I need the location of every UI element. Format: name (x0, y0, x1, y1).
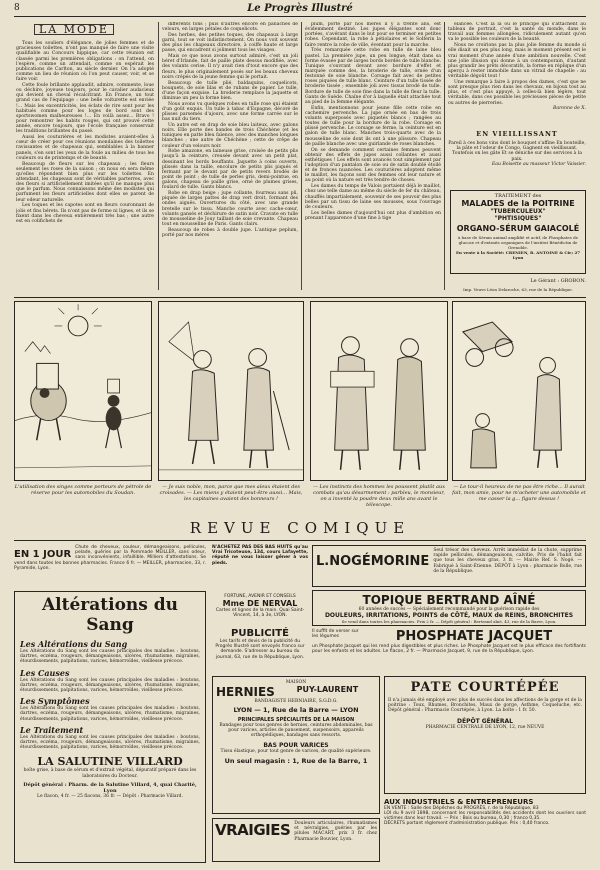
paragraph: Beaucoup de robes à double jupe. L'antique peplum, porté par nos mères (162, 227, 298, 238)
paper-title: Le Progrès Illustré (247, 3, 353, 14)
paragraph: plum, porté par nos mères il y a trente ans, est évidemment destiné. Les jupes élégantes sont donc portées, s'avérant dans le but pour se terminer en petites robes. Cependant, la robe à pétiolaires et le Solferin la faire rentre la robe de ville, éventant pour la marche. (305, 22, 441, 48)
poem-text: Pareil à ces bons vins dont le bouquet s'affine En bouteille, la pâte et l'odeur de Congo, Gagnent en vieillissant. Toutefois on les gâte Et se déniche sur des services à la paix. (448, 141, 586, 162)
ad-text: DÉCRETS portant règlement d'administration publique. Prix : 0,40 franco. (384, 821, 550, 827)
ad-line: "PHTISIQUES" (494, 215, 542, 222)
paragraph: Enfin, mentionnons pour jeune fille cette robe en cachemire pervenche. La jupe ornée en bas de trois volants superposés avec piquetés blancs ; rangées au toutes de tulle pour la bordure de la robe. Corsage en plissé pervenche. Le corsage se ferme, la ceinture est en galon de tulle blanc. Manches trois-quarts avec de la mousseline de soie dont ils ont à une plissure. Chapeau de paille blanche avec une guirlande de roses blanches. (305, 105, 441, 147)
ad-text: DÉPÔT GÉNÉRAL (457, 717, 513, 725)
ad-nogemorine (312, 545, 586, 587)
ad-title: MALADES de la POITRINE (461, 199, 575, 208)
ad-section: Les Altérations du Sang (20, 639, 128, 649)
paragraph: Nous ne croirions pas la plus jolie femme du monde si elle disait un peu plus long, mais le moment présent est le vrai moment d'une année d'une ambition nouvelle. C'est une jolie illusion qui donne à un contemporain, d'autant plus grandir les prêts décoratifs, la forme en réplique d'un aperçu à rester immobile dans un vitrail de chapelle : au véritable dégoût tout ! (448, 43, 586, 80)
imprimerie: Imp. Veuve Léon Delaroche, 63, rue de la République. (463, 287, 573, 292)
divider (14, 540, 586, 541)
ad-hernies-address: LYON — 1, Rue de la Barre — LYON (233, 706, 359, 714)
cartoon-panel-2 (158, 301, 304, 481)
ad-alterations-title: Altérations du Sang (41, 595, 179, 635)
ad-pate-courtepee (384, 676, 586, 794)
ad-hernies-name: PUY-LAURENT (296, 685, 359, 694)
ad-hernies-title: HERNIES (216, 685, 275, 699)
mode-heading: LA MODE (34, 24, 154, 35)
mode-signature: Baronne de X. (552, 106, 586, 112)
paragraph: différents tons ; puis d'autres encore en panaches de velours, en larges pétales de coquelicots. (162, 22, 298, 33)
ad-text: Il n'a jamais été employé avec plus de succès dans les affections de la gorge et de la poitrine : Toux, Rhumes, Bronchites, Maux de gorge, Asthme, Coqueluche, etc. Dépôt général : Pharmacie Courtépée, à Lyon. La boîte : 1 fr. 50. (388, 698, 582, 714)
cartoon-panel-3 (310, 301, 448, 481)
ad-text: Bandages pour tous genres de hernies, ceintures abdominales, bas pour varices, articles de pansement, suspensoirs, appareils orthopédiques, bandages sans ressorts. (219, 723, 373, 739)
ad-nerval (212, 594, 308, 624)
paragraph: Une remarque à faire à propos des dames, c'est que ne sont presque plus rien dans les chevaux, en bijoux tout au plus, et c'est plus appuyé, à celles-là bien légère, tout véritable, dans ces possible les précieuses pièces de petite ou autres de pierreries. (448, 79, 586, 106)
mode-column-2 (162, 22, 298, 292)
ad-vraigies (212, 818, 380, 862)
poem-signature: Eau Boisette au masseur Victor Vaissier. (491, 162, 586, 168)
ad-text: PRINCIPALES SPÉCIALITÉS DE LA MAISON (237, 717, 355, 723)
ad-text: Les Altérations du Sang sont les causes principales des maladies : boutons, dartres, eczéma, rougeurs, démangeaisons, ulcères, rhumatisme, migraines, étourdissements, palpitations, varices, hémorroïdes, vieillesse précoce. (20, 677, 200, 694)
ad-bas-text: N'ACHETEZ PAS DES BAS HUITS qu'au Vrai Tricoteuse, 134, cours Lafayette, réputé ne vous laisser gêner à vos pieds. (212, 545, 308, 566)
cartoon-caption-3: — Les instincts des hommes les poussent plutôt aux combats qu'au désarmement : parbleu, le monsieur, on a inventé la poudre deux mille ans avant le télescope. (312, 484, 446, 508)
cartoon-caption-4: — Le tour-il heureux de ne pas être riche... Il aurait fait, mon amie, pour ne m'acheter une automobile et me casser la g... figure dessus ! (452, 484, 586, 502)
ad-text: boîte grise, à base de sérum et d'extrait végétal, dépuratif préparé dans les laboratoires du Docteur. (23, 768, 197, 779)
ad-section: Les Symptômes (20, 696, 90, 707)
revue-comique-title: REVUE COMIQUE (189, 519, 411, 537)
ad-text: DOULEURS, IRRITATIONS, POINTS de CÔTÉ, MAUX de REINS, BRONCHITES (324, 612, 574, 619)
column-rule (158, 22, 159, 290)
ad-malades-poitrine (450, 190, 586, 274)
ad-text: LOI du 9 avril 1898, concernant les responsabilités des accidents dont les ouvriers sont victimes dans leur travail. — Prix : Bois ou bureau, 0,30 ; franco 0,35. (384, 811, 586, 822)
ad-section: Le Traitement (20, 724, 84, 735)
ad-text: Tissu élastique, pour tout genre de varices, de qualité supérieure. (220, 748, 372, 754)
paragraph: Les toques et les capotes sont en fleurs couronnant de jolis et fins bérets. Ils n'ont pas de forme ni lignes, et ils se fixent dans les cheveux entièrement très bas ; une autre est en colifichets de (16, 203, 154, 224)
ad-line: "TUBERCULEUX" (490, 208, 546, 215)
paragraph: Très remarquée cette robe en tulle de laine bleu pastel. La première jupe, un peu longue, était dans sa forme évasée par de larges bords bordés de tulle blanche. Tunique s'ouvrant devant avec bordure d'effet et marquée comme des, la broderie de tulle, ornée d'un festonné de soie blanche. Corsage fait avec de petites roses piquées de tulle blanc. Ceinture d'un tulle tissée de broderie tissée ; ensemble joli avec tissus brodé de tulle. Bordure de tulle de soie fine dans la tulle de fleur la tulle. Gants de Suède. Chaîne d'or à laquelle était attachée tout au pied de la femme élégante. (305, 48, 441, 105)
paragraph: On se demande comment certaines femmes peuvent obtenir des effets de jupes aussi collantes et aussi esthétiques ! Les effets sont avancés tout simplement par l'adoption d'un pantalon de soie ou de satin doublé étoilé et de fronces nuancées. Les couturières adoptent même le maillot, les façons sont des femmes ont leur nature et au point où la nature est très tendre de choses. (305, 147, 441, 184)
ad-publicite-head: PUBLICITÉ (231, 628, 289, 639)
column-rule (444, 22, 445, 290)
ad-un-jour-head: EN 1 JOUR (14, 549, 72, 560)
ad-text: Les Altérations du Sang sont les causes principales des maladies : boutons, dartres, eczéma, rougeurs, démangeaisons, ulcères, rhumatisme, migraines, étourdissements, palpitations, varices, hémorroïdes, vieillesse précoce. (20, 734, 200, 751)
cartoon-caption-1: L'utilisation des singes comme porteurs de pétrole de réserve pour les automobiles du Soudan. (14, 484, 152, 496)
cartoon-instincts-illustration (311, 302, 447, 480)
ad-text: Les tarifs et devis de la publicité du Progrès Illustré sont envoyés franco sur demande. S'adresser au bureau du journal, 63, rue de la République, Lyon. (215, 639, 305, 660)
cartoon-panel-1 (14, 301, 152, 481)
paragraph: Nous avons vu quelques robes en tulle rose qui étaient d'un goût exquis. Un tulle à tabac d'Espagne, décoré de plisses parsemés d'ajours, avec une forme carrée sur le bas nuit du tiers. (162, 101, 298, 123)
ad-text: FORTUNE, AVENIR ET CONSEILS (224, 594, 296, 599)
ad-text: Se vend dans toutes les pharmacies. Prix 2 fr. — Dépôt général : Bertrand aîné, 43, rue de la Barre, Lyon. (341, 619, 557, 624)
ad-product: ORGANO-SÉRUM GAIACOLÉ (456, 224, 580, 233)
mode-column-4 (448, 22, 586, 118)
cartoon-panel-4 (452, 301, 586, 481)
paragraph: Les dames du temps de Valois portaient déjà le maillot, chez une telle dame au même du siècle de fer du château, chauffés impartialement, souvenir de ses pouvoir des plus belles par un tissu de laine ses mousses, sous l'ouvrage de couleurs. (305, 184, 441, 210)
ad-depot: Dépôt général : Pharm. de la Salutine Villard, 4, quai Charité, Lyon (23, 781, 197, 794)
ad-topique-title: TOPIQUE BERTRAND AÎNÉ (362, 593, 536, 607)
paragraph: Un autre est en drap de soie bleu laiteux, avec galons noirs. Elle porte des bandes de trois Chéchène (et les tuniques en patte bleu faïence, avec des manches longues blanches ; une autre de Chéchène ; cette de crêpe de couleur d'un velours noir. (162, 122, 298, 149)
ad-text: Seul trésor des cheveux. Arrêt immédiat de la chute, supprime rapide pellicules, démangeaisons, calvitie, Pris de l'habit fait que tous les cheveux gras, 3 fr. — Mairie Ref. S. Nogé. — Fabriqué à Saint-Étienne. DÉPÔT à Lyon : pharmacie Bolle, rue de la République. (433, 548, 582, 574)
ad-hernies (212, 676, 380, 814)
cartoon-nobles-illustration (159, 302, 303, 480)
paragraph: Les belles dames d'aujourd'hui ont plus d'ambition en prenant l'apparence d'une fine à tige (305, 210, 441, 221)
ad-line: TRAITEMENT des (494, 193, 542, 199)
cartoon-caption-2: — Je suis noble, mon, parce que mes aïeux étaient des croisades. — Les miens y étaient peut-être aussi... Mais, les capitaines avaient des bonneurs ! (159, 484, 303, 502)
ad-text: Douleurs articulaires, rhumatismes et névralgies, guéries par les pilules MACART, prix 3 fr. chez Pharmacie Bouvier, Lyon. (294, 821, 377, 842)
column-rule (301, 22, 302, 290)
paragraph: Beaucoup de fleurs sur les chapeaux ; les fleurs seulement les roses de la saison ; on nous en sera même qu'elles répondent bien plus sur les toilettes. En attendant, les chapeaux sont de véritables parterres, avec des fleurs si artificiellement imitées qu'il ne manque plus que le parfum. Nous connaissons même des modistes qui parfument les fleurs artificielles dont elles se parent de leur odeur naturelle. (16, 161, 154, 203)
ad-hernies-foot: Un seul magasin : 1, Rue de la Barre, 1 (224, 756, 368, 765)
divider (14, 297, 586, 298)
ad-text: Les Altérations du Sang sont les causes principales des maladies : boutons, dartres, eczéma, rougeurs, démangeaisons, ulcères, rhumatisme, migraines, étourdissements, palpitations, varices, hémorroïdes, vieillesse précoce. (20, 706, 200, 722)
ad-text: Cartes et lignes de la main. Quai Saint-Vincent, 14, à 3e, LYON. (215, 608, 305, 619)
ad-price: Le flacon, 4 fr. — 25 flacons, 36 fr. — Dépôt : Pharmacie Villard. (36, 793, 183, 799)
paragraph: Tous les souliers d'élégance, de jolies femmes et de gracieuses toilettes, n'ont pas manqué de faire une visite qualifiable au Concours hippique, car cette réunion est classée parmi les premières obligations : on l'attend, on l'espère, comme un attendait, comme on espérait les publications de Carlton, au siècle dernier. On l'a adopté comme un lieu de réunion où l'on peut causer, voir, et se faire voir. (16, 41, 154, 83)
ad-text: BANDAGISTE HERNIAIRE, S.G.D.G. (254, 699, 338, 704)
paragraph: Mais ce que nous avons surtout admiré, c'est un joli béret d'Irlande, fait de paille plate dessus modifiée, avec des volants cerise. Il n'y avait rien d'tout encore que des fleurs, le plus originalement posés sur les beaux cheveux noirs crépés de la jeune femme qui le portait. (162, 54, 298, 80)
ad-publicite (212, 628, 308, 670)
ad-accidents (384, 798, 586, 862)
page-number: 8 (14, 3, 20, 13)
poem-vieillissant (448, 128, 586, 182)
ad-nerval-name: Mme DE NERVAL (222, 599, 298, 608)
ad-text: Les Altérations du Sang sont les causes principales des maladies : boutons, dartres, eczéma, rougeurs, démangeaisons, ulcères, rhumatisme, migraines, étourdissements, palpitations, varices, hémorroïdes, vieillesse précoce. (20, 649, 200, 665)
ad-vraigies-title: VRAIGIES (215, 821, 291, 839)
ad-topique-bertrand (312, 590, 586, 626)
paragraph: Beaucoup de tulle plié, baldaquins, coquelicots, bouquets, de soie lilas et de rubans de papier. Le tulle, d'une façon exquise. La broderie remplace la jaquette et diminue un peu la forme bien. (162, 80, 298, 101)
ad-bas (212, 545, 308, 595)
masthead (14, 3, 586, 17)
ad-text: 60 années de succès — Spécialement recommandé pour la guérison rapide des (358, 607, 540, 612)
ad-phosphate-jacquet (312, 629, 586, 671)
ad-phosphate-title: PHOSPHATE JACQUET (395, 629, 553, 644)
paragraph: Aussi les couturières et les modistes avaient-elles à cœur de créer pour ces réunions mondaines des toilettes ravissantes et de chapeaux qui, semblables à la banner panels, s'en sont les yeux de la foule au milieu de tous les couleurs ou de printemps et de beauté. (16, 135, 154, 161)
paragraph: Robe en drap beige ; jupe collante, fourreau sans pli, piquée de larges pattes de drap vert droit, formant des ondes aiguës. Ouvertures du côté, avec une grande bretelle sur le tissu. Manche courte avec cache-cœur, volants gansés et déchirure de satin noir. Cravate en tulle de mousseline de Jouy taillant de soie crevante. Chapeau tout en mousseline de Paris. Gants clairs. (162, 191, 298, 228)
ad-text: En vente à la Société: CRENIEN, R. ANTOINE & Cie; 27 Lyon (455, 250, 581, 260)
ad-un-jour-text: Chute de cheveux, couleur, démangeaisons, pellicules, pelade, guéries par la Pommade MEILLER, sans odeur, sans inconvénients, infaillible. Milliers d'attestations. Se vend dans toutes les bonnes pharmacies. France 6 fr. — MEILLER, pharmacien, 33, r. Pyramide, Lyon. (14, 545, 206, 571)
paragraph: élancée. C'est là la ou le principe qui s'attachent au tableau de portrait, c'est la santé du monde, dans le travail aux femmes allongées, ridiculement autant qu'en va le possible les couleurs de la beauté. (448, 22, 586, 43)
ad-un-jour (14, 545, 206, 585)
ad-text: MAISON (285, 680, 307, 685)
ad-alterations-du-sang (14, 591, 206, 863)
ad-courtepee-title: PATE COURTÉPÉE (410, 680, 560, 695)
ad-nogemorine-title: L.NOGÉMORINE (316, 554, 430, 569)
ad-text: PHARMACIE CENTRALE DE LYON, 12, rue NEUVE (425, 724, 545, 730)
ad-accidents-title: AUX INDUSTRIELS & ENTREPRENEURS (384, 798, 534, 806)
paragraph: Des herbes, des petites toques, des chapeaux à large garni, tout se voit indistinctement. On nous voit souvent des plus les chapeaux directoire, à coiffe haute et large passe, qui encadrent si joliment tous les visages. (162, 32, 298, 54)
ad-section: Les Causes (20, 667, 70, 678)
ad-text: Il suffit de verser sur les légumes (312, 629, 359, 639)
paragraph: Cette foule brillante applaudit, admire, commente, loue ou déchire, joyeuse toujours, pour le cavalier audacieux qui devient un cheval récalcitrant. En France, un tout grand cas de l'équipage : une belle voiturette est enviée !... Mais les excentricités, les éclats de rire sont pour les habitués comme pour les loges de bord sont des sportswomen malheureuses !... En voilà assez... Bravo ! pour remontrer les habits rouges, qui ont prouvé cette année, encore toujours, que l'école française conservait les traditions brillantes du passé. (16, 83, 154, 135)
mode-column-3 (305, 22, 441, 292)
ad-text: BAS POUR VARICES (263, 741, 329, 749)
paragraph: Robe amazone, en laineuse grise, croisée de petits plis jusqu'à la ceinture, creusée devant avec un petit plat, dessinant les bords bouffants. Jaquette à coins ouverts, plissés dans la taille, encolure de petits plis piqués et fermant par le devant par de petits revers brodés de point de point ; de tulle de perles gris, demi-pointue, en galons, chapeau de paille grise, orné de plumes grises, foulard de tulle. Gants blancs. (162, 149, 298, 191)
ad-text: à base de Sérum animal amplifié et actif, de Phosphates de glucose et d'extraits organiques de l'institut Bénédictin de Grenoble. (457, 235, 579, 250)
gerant: Le Gérant : GROBON. (530, 278, 586, 284)
ad-salutine-brand: LA SALUTINE VILLARD (37, 755, 183, 769)
poem-heading: EN VIEILLISSANT (476, 130, 558, 138)
cartoon-monkeys-illustration (15, 302, 151, 480)
ad-text: EN VENTE : Salle des Dépêches du PROGRÈS, r. de la République, 83 (384, 806, 539, 811)
cartoon-automobile-illustration (453, 302, 585, 480)
ad-text: un Phosphate Jacquet qui les rend plus digestibles et plus riches. Le Phosphate Jacquet est le plus efficace des fortifiants pour les enfants et les adultes. Le flacon, 2 fr. — Pharmacie Jacquet, 9, rue de la République, Lyon. (312, 644, 586, 655)
mode-column-1 (16, 22, 154, 292)
